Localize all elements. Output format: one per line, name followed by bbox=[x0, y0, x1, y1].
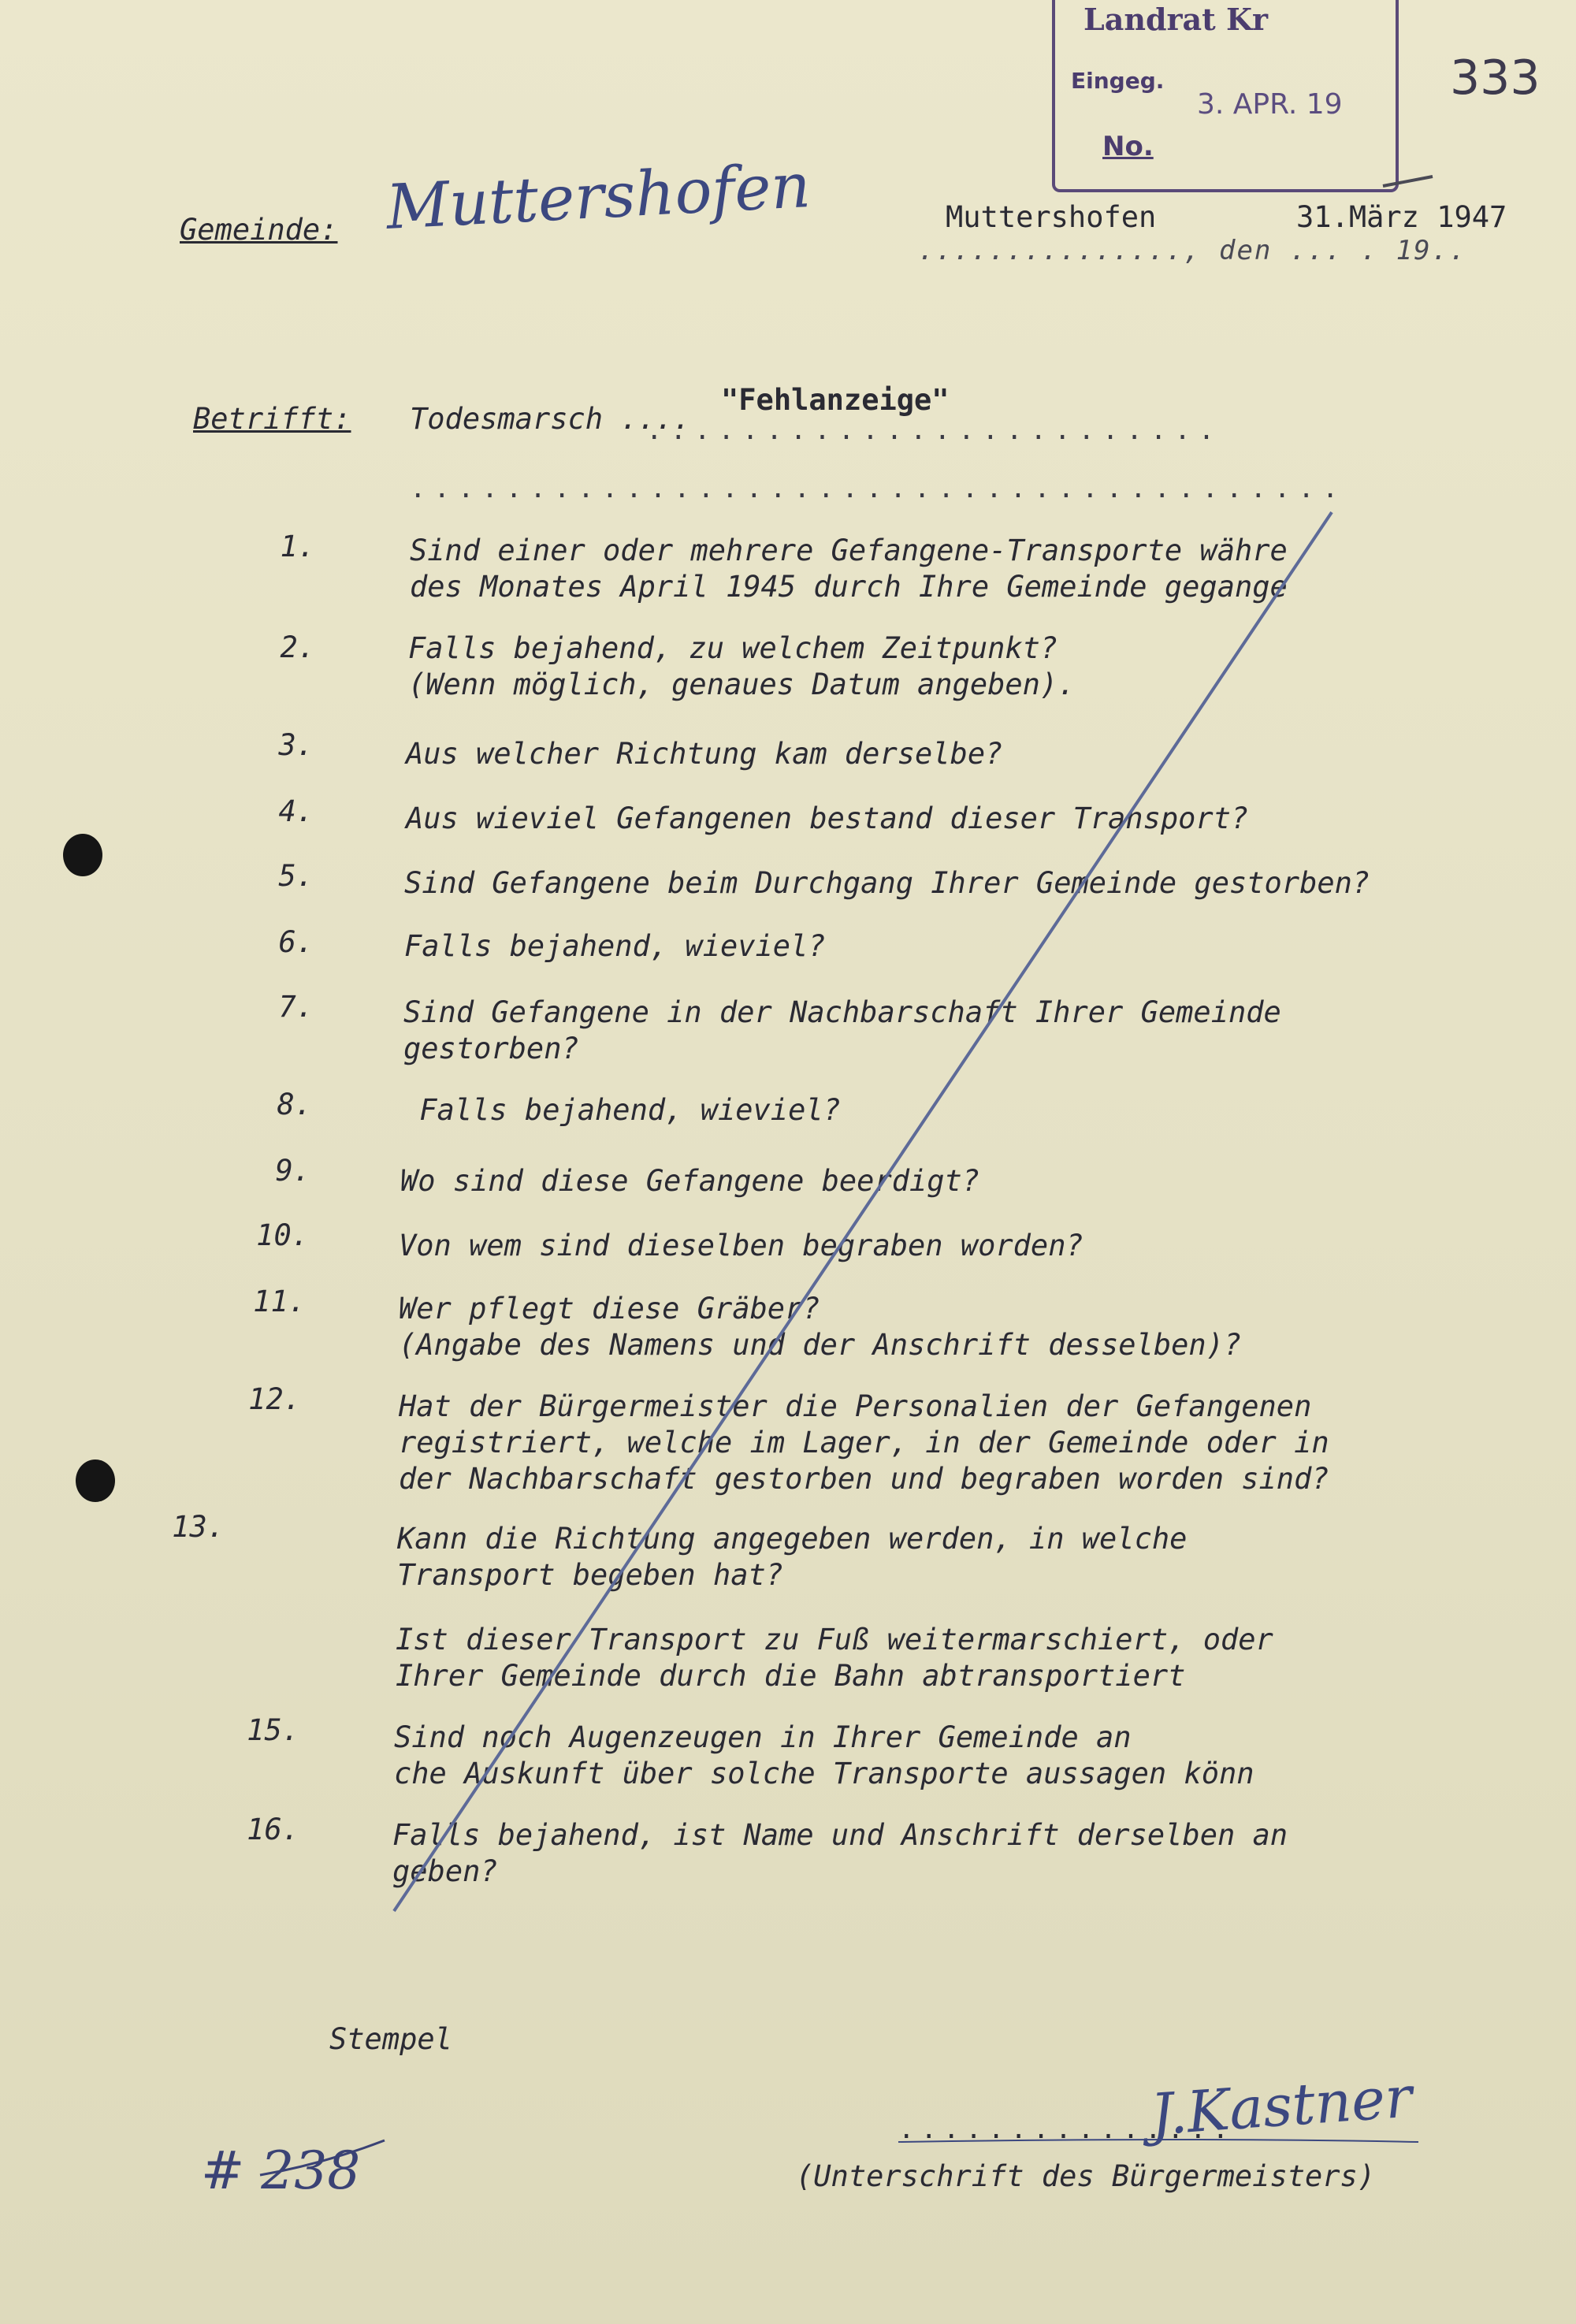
question-text: Sind einer oder mehrere Gefangene-Transporte währe des Monates April 1945 durch Ihre Gemeinde gegange bbox=[410, 534, 1288, 604]
fehlanzeige-note: "Fehlanzeige" bbox=[721, 383, 950, 417]
stamp-date: 3. APR. 19 bbox=[1197, 88, 1343, 121]
signature-dots: ............... bbox=[898, 2114, 1236, 2145]
question-number: 6. bbox=[278, 925, 314, 959]
file-number-flourish bbox=[260, 2140, 385, 2175]
question-text: Kann die Richtung angegeben werden, in welche Transport begeben hat? bbox=[397, 1522, 1188, 1592]
question-number: 3. bbox=[278, 728, 314, 762]
question-text: Aus wieviel Gefangenen bestand dieser Transport? bbox=[406, 801, 1249, 835]
question-number: 8. bbox=[277, 1088, 312, 1121]
question-text: Falls bejahend, wieviel? bbox=[404, 929, 826, 963]
stamp-number-label: No. bbox=[1102, 131, 1154, 162]
question-number: 16. bbox=[247, 1813, 299, 1846]
subject-dots-line-1: ........................ bbox=[646, 415, 1223, 446]
page-number: 333 bbox=[1450, 50, 1541, 106]
stamp-placeholder-label: Stempel bbox=[329, 2022, 452, 2056]
subject-label: Betrifft: bbox=[193, 402, 351, 436]
question-number: 13. bbox=[172, 1510, 225, 1544]
question-text: Falls bejahend, zu welchem Zeitpunkt? (Wenn möglich, genaues Datum angeben). bbox=[408, 631, 1076, 701]
signature-caption: (Unterschrift des Bürgermeisters) bbox=[796, 2159, 1376, 2193]
question-number: 15. bbox=[247, 1713, 299, 1747]
file-number: # 238 bbox=[201, 2140, 361, 2201]
question-text: Falls bejahend, wieviel? bbox=[402, 1093, 841, 1127]
gemeinde-label: Gemeinde: bbox=[180, 213, 338, 247]
question-text: Sind Gefangene beim Durchgang Ihrer Gemeinde gestorben? bbox=[404, 866, 1370, 900]
pen-tick-mark bbox=[1383, 177, 1433, 186]
place-name: Muttershofen bbox=[946, 200, 1157, 234]
mayor-signature: J.Kastner bbox=[1148, 2063, 1414, 2148]
question-number: 7. bbox=[278, 990, 314, 1024]
stamp-eingeg-label: Eingeg. bbox=[1071, 68, 1165, 94]
question-text: Wo sind diese Gefangene beerdigt? bbox=[400, 1164, 980, 1198]
subject-dots-line-2: ....................................... bbox=[410, 473, 1347, 504]
document-date: 31.März 1947 bbox=[1296, 200, 1507, 234]
question-text: Sind noch Augenzeugen in Ihrer Gemeinde an che Auskunft über solche Transporte aussagen könn bbox=[394, 1720, 1254, 1790]
subject-text: Todesmarsch .... bbox=[410, 402, 691, 436]
stamp-title: Landrat Kr bbox=[1084, 2, 1269, 37]
question-text: Falls bejahend, ist Name und Anschrift derselben an geben? bbox=[392, 1818, 1288, 1888]
question-text: Wer pflegt diese Gräber? (Angabe des Namens und der Anschrift desselben)? bbox=[399, 1292, 1242, 1362]
question-text: Aus welcher Richtung kam derselbe? bbox=[406, 737, 1003, 771]
question-number: 2. bbox=[280, 630, 315, 664]
gemeinde-handwritten: Muttershofen bbox=[385, 150, 812, 244]
question-text: Hat der Bürgermeister die Personalien der Gefangenen registriert, welche im Lager, in der Gemeinde oder in der Nachbarschaft gestorben und begraben worden sind? bbox=[399, 1389, 1329, 1496]
question-number: 1. bbox=[280, 530, 315, 563]
question-text: Von wem sind dieselben begraben worden? bbox=[399, 1229, 1084, 1262]
signature-line bbox=[898, 2140, 1418, 2142]
question-number: 4. bbox=[278, 794, 314, 828]
question-number: 10. bbox=[256, 1218, 309, 1252]
cancellation-stroke bbox=[394, 512, 1332, 1911]
question-text: Sind Gefangene in der Nachbarschaft Ihrer Gemeinde gestorben? bbox=[403, 995, 1281, 1065]
question-text: Ist dieser Transport zu Fuß weitermarschiert, oder Ihrer Gemeinde durch die Bahn abtransportiert bbox=[396, 1623, 1273, 1693]
question-number: 11. bbox=[253, 1285, 306, 1318]
question-number: 12. bbox=[248, 1382, 301, 1416]
date-line: ..............., den ... . 19.. bbox=[918, 235, 1467, 266]
question-number: 9. bbox=[275, 1154, 310, 1188]
question-number: 5. bbox=[278, 859, 314, 893]
